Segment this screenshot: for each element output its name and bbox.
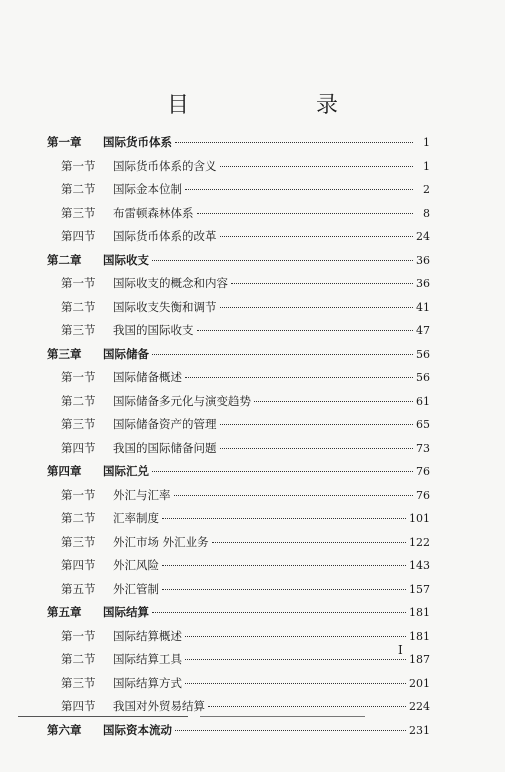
toc-section-entry bbox=[47, 369, 430, 393]
dot-leader bbox=[220, 307, 414, 308]
entry-title: 我国的国际收支 bbox=[113, 323, 194, 337]
entry-page-number: 73 bbox=[416, 441, 430, 455]
toc-section-entry bbox=[47, 275, 430, 299]
dot-leader bbox=[212, 542, 406, 543]
toc-section-entry bbox=[47, 181, 430, 205]
entry-title: 国际储备多元化与演变趋势 bbox=[113, 393, 251, 408]
entry-page-number: 65 bbox=[416, 418, 430, 431]
dot-leader bbox=[185, 659, 406, 660]
entry-page-number: 201 bbox=[409, 676, 430, 690]
entry-page-number: 231 bbox=[409, 723, 430, 737]
entry-page-number: 181 bbox=[409, 606, 430, 619]
toc-section-entry bbox=[47, 158, 430, 182]
dot-leader bbox=[254, 401, 413, 402]
entry-title: 国际收支失衡和调节 bbox=[113, 299, 217, 314]
entry-page-number: 76 bbox=[416, 488, 430, 502]
entry-number: 第三节 bbox=[61, 323, 96, 337]
dot-leader bbox=[220, 448, 414, 449]
toc-section-entry bbox=[47, 228, 430, 252]
toc-section-entry bbox=[47, 487, 430, 511]
toc-chapter-entry bbox=[47, 722, 430, 746]
entry-page-number: 187 bbox=[409, 653, 430, 666]
page-title: 目 录 bbox=[167, 93, 398, 118]
entry-number: 第四章 bbox=[47, 464, 82, 478]
toc-section-entry bbox=[47, 510, 430, 534]
entry-title: 国际货币体系的改革 bbox=[113, 229, 217, 243]
entry-page-number: 56 bbox=[416, 371, 430, 384]
entry-number: 第一节 bbox=[61, 487, 96, 502]
entry-title: 国际储备 bbox=[103, 346, 149, 361]
entry-number: 第二章 bbox=[47, 252, 82, 267]
toc-section-entry bbox=[47, 581, 430, 605]
dot-leader bbox=[152, 612, 406, 613]
entry-title: 国际结算 bbox=[103, 605, 149, 619]
toc-section-entry bbox=[47, 557, 430, 581]
toc-section-entry bbox=[47, 628, 430, 652]
entry-number: 第三节 bbox=[61, 534, 96, 549]
toc-chapter-entry bbox=[47, 463, 430, 487]
entry-title: 外汇管制 bbox=[113, 581, 159, 596]
toc-section-entry bbox=[47, 205, 430, 229]
toc-chapter-entry bbox=[47, 252, 430, 276]
entry-number: 第五节 bbox=[61, 581, 96, 596]
entry-number: 第一节 bbox=[61, 370, 96, 384]
entry-title: 国际收支的概念和内容 bbox=[113, 276, 228, 290]
entry-title: 外汇风险 bbox=[113, 558, 159, 572]
entry-number: 第四节 bbox=[61, 699, 96, 713]
entry-page-number: 61 bbox=[416, 394, 430, 408]
dot-leader bbox=[162, 518, 406, 519]
scan-edge-line bbox=[200, 716, 365, 717]
entry-number: 第二节 bbox=[61, 299, 96, 314]
dot-leader bbox=[208, 706, 406, 707]
scan-edge-line bbox=[18, 716, 188, 717]
entry-number: 第四节 bbox=[61, 440, 96, 455]
dot-leader bbox=[152, 354, 413, 355]
entry-title: 汇率制度 bbox=[113, 511, 159, 525]
entry-title: 国际汇兑 bbox=[103, 464, 149, 478]
entry-title: 国际收支 bbox=[103, 252, 149, 267]
entry-title: 国际货币体系 bbox=[103, 135, 172, 149]
dot-leader bbox=[174, 495, 414, 496]
entry-page-number: 157 bbox=[409, 582, 430, 596]
toc-section-entry bbox=[47, 393, 430, 417]
toc-chapter-entry bbox=[47, 604, 430, 628]
entry-title: 国际货币体系的含义 bbox=[113, 158, 217, 173]
toc-section-entry bbox=[47, 534, 430, 558]
entry-number: 第三节 bbox=[61, 417, 96, 431]
entry-page-number: 1 bbox=[423, 136, 430, 149]
toc-section-entry bbox=[47, 675, 430, 699]
dot-leader bbox=[152, 471, 413, 472]
entry-number: 第二节 bbox=[61, 652, 96, 666]
table-of-contents bbox=[47, 134, 430, 745]
dot-leader bbox=[175, 142, 413, 143]
dot-leader bbox=[185, 683, 406, 684]
dot-leader bbox=[220, 424, 414, 425]
dot-leader bbox=[152, 260, 413, 261]
entry-page-number: 47 bbox=[416, 324, 430, 337]
entry-title: 国际结算方式 bbox=[113, 675, 182, 690]
entry-page-number: 2 bbox=[423, 183, 430, 196]
dot-leader bbox=[197, 330, 414, 331]
entry-title: 国际结算概述 bbox=[113, 628, 182, 643]
entry-number: 第二节 bbox=[61, 182, 96, 196]
dot-leader bbox=[197, 213, 414, 214]
entry-page-number: 8 bbox=[423, 206, 430, 220]
entry-number: 第四节 bbox=[61, 229, 96, 243]
dot-leader bbox=[220, 236, 414, 237]
entry-page-number: 36 bbox=[416, 253, 430, 267]
toc-section-entry bbox=[47, 299, 430, 323]
entry-page-number: 122 bbox=[409, 535, 430, 549]
entry-page-number: 181 bbox=[409, 629, 430, 643]
entry-page-number: 41 bbox=[416, 300, 430, 314]
entry-title: 我国对外贸易结算 bbox=[113, 699, 205, 713]
entry-page-number: 101 bbox=[409, 512, 430, 525]
entry-page-number: 36 bbox=[416, 277, 430, 290]
entry-title: 国际资本流动 bbox=[103, 722, 172, 737]
entry-page-number: 76 bbox=[416, 465, 430, 478]
entry-number: 第一节 bbox=[61, 276, 96, 290]
entry-title: 外汇市场 外汇业务 bbox=[113, 534, 209, 549]
toc-section-entry bbox=[47, 698, 430, 722]
toc-chapter-entry bbox=[47, 346, 430, 370]
toc-section-entry bbox=[47, 416, 430, 440]
entry-number: 第六章 bbox=[47, 722, 82, 737]
entry-number: 第三节 bbox=[61, 205, 96, 220]
entry-number: 第三章 bbox=[47, 346, 82, 361]
entry-number: 第一节 bbox=[61, 628, 96, 643]
entry-title: 布雷顿森林体系 bbox=[113, 205, 194, 220]
dot-leader bbox=[175, 730, 406, 731]
dot-leader bbox=[162, 589, 406, 590]
dot-leader bbox=[162, 565, 406, 566]
entry-title: 我国的国际储备问题 bbox=[113, 440, 217, 455]
entry-page-number: 143 bbox=[409, 559, 430, 572]
entry-number: 第五章 bbox=[47, 605, 82, 619]
entry-number: 第二节 bbox=[61, 393, 96, 408]
entry-title: 国际结算工具 bbox=[113, 652, 182, 666]
entry-number: 第一章 bbox=[47, 135, 82, 149]
dot-leader bbox=[231, 283, 413, 284]
toc-section-entry bbox=[47, 440, 430, 464]
entry-page-number: 224 bbox=[409, 700, 430, 713]
entry-page-number: 1 bbox=[423, 159, 430, 173]
entry-page-number: 56 bbox=[416, 347, 430, 361]
toc-section-entry bbox=[47, 322, 430, 346]
entry-number: 第三节 bbox=[61, 675, 96, 690]
entry-title: 国际金本位制 bbox=[113, 182, 182, 196]
dot-leader bbox=[220, 166, 414, 167]
toc-section-entry bbox=[47, 651, 430, 675]
entry-number: 第四节 bbox=[61, 558, 96, 572]
toc-chapter-entry bbox=[47, 134, 430, 158]
entry-title: 国际储备资产的管理 bbox=[113, 417, 217, 431]
entry-number: 第二节 bbox=[61, 511, 96, 525]
dot-leader bbox=[185, 636, 406, 637]
entry-page-number: 24 bbox=[416, 230, 430, 243]
dot-leader bbox=[185, 377, 413, 378]
dot-leader bbox=[185, 189, 413, 190]
entry-title: 国际储备概述 bbox=[113, 370, 182, 384]
entry-title: 外汇与汇率 bbox=[113, 487, 171, 502]
entry-number: 第一节 bbox=[61, 158, 96, 173]
page-number: I bbox=[398, 643, 403, 657]
